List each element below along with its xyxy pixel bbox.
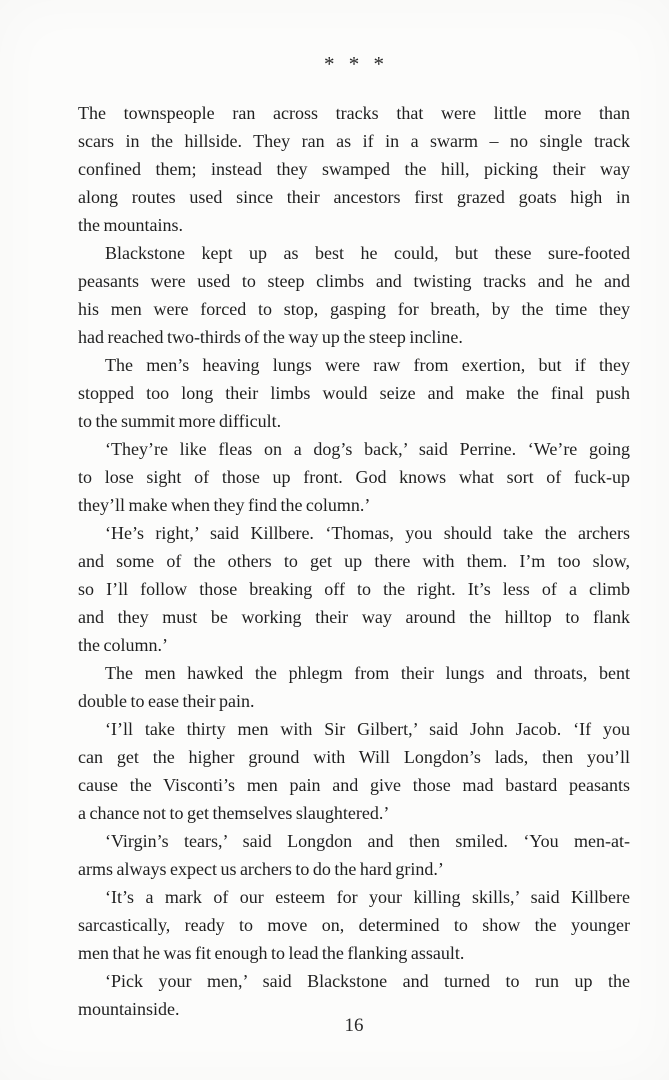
text-line: ‘It’s a mark of our esteem for your killing skills,’ said Killbere [105,887,630,907]
text-line: his men were forced to stop, gasping for breath, by the time they [78,299,630,319]
text-line: arms always expect us archers to do the hard grind.’ [78,859,444,879]
text-line: peasants were used to steep climbs and twisting tracks and he and [78,271,630,291]
text-line: double to ease their pain. [78,691,255,711]
text-line: ‘Virgin’s tears,’ said Longdon and then smiled. ‘You men-at- [105,831,630,851]
text-line: to lose sight of those up front. God knows what sort of fuck-up [78,467,630,487]
text-line: men that he was fit enough to lead the flanking assault. [78,943,465,963]
paragraph [78,883,630,967]
text-line: to the summit more difficult. [78,411,282,431]
text-line: sarcastically, ready to move on, determined to show the younger [78,915,630,935]
text-block [78,99,630,1023]
text-line: the column.’ [78,635,168,655]
paragraph [78,519,630,659]
scene-break-separator: * * * [324,52,384,76]
text-line: had reached two-thirds of the way up the steep incline. [78,327,463,347]
paragraph [78,715,630,827]
text-line: cause the Visconti’s men pain and give those mad bastard peasants [78,775,630,795]
text-line: and they must be working their way around the hilltop to flank [78,607,630,627]
text-line: can get the higher ground with Will Longdon’s lads, then you’ll [78,747,630,767]
text-line: confined them; instead they swamped the hill, picking their way [78,159,630,179]
paragraph [78,827,630,883]
paragraph [78,239,630,351]
paragraph [78,351,630,435]
text-line: a chance not to get themselves slaughtered.’ [78,803,390,823]
text-line: stopped too long their limbs would seize and make the final push [78,383,630,403]
text-line: ‘Pick your men,’ said Blackstone and turned to run up the [105,971,630,991]
text-line: The townspeople ran across tracks that were little more than [78,103,630,123]
text-line: they’ll make when they find the column.’ [78,495,371,515]
paragraph [78,435,630,519]
text-line: ‘They’re like fleas on a dog’s back,’ said Perrine. ‘We’re going [105,439,630,459]
text-line: mountainside. [78,999,180,1019]
page-number: 16 [344,1015,364,1036]
text-line: The men’s heaving lungs were raw from exertion, but if they [105,355,630,375]
text-line: The men hawked the phlegm from their lungs and throats, bent [105,663,630,683]
text-line: Blackstone kept up as best he could, but these sure-footed [105,243,630,263]
paragraph [78,99,630,239]
text-line: ‘I’ll take thirty men with Sir Gilbert,’ said John Jacob. ‘If you [105,719,630,739]
text-line: along routes used since their ancestors first grazed goats high in [78,187,630,207]
text-line: so I’ll follow those breaking off to the right. It’s less of a climb [78,579,630,599]
text-line: the mountains. [78,215,183,235]
paragraph [78,659,630,715]
text-line: and some of the others to get up there with them. I’m too slow, [78,551,630,571]
text-line: scars in the hillside. They ran as if in a swarm – no single track [78,131,630,151]
text-line: ‘He’s right,’ said Killbere. ‘Thomas, you should take the archers [105,523,630,543]
